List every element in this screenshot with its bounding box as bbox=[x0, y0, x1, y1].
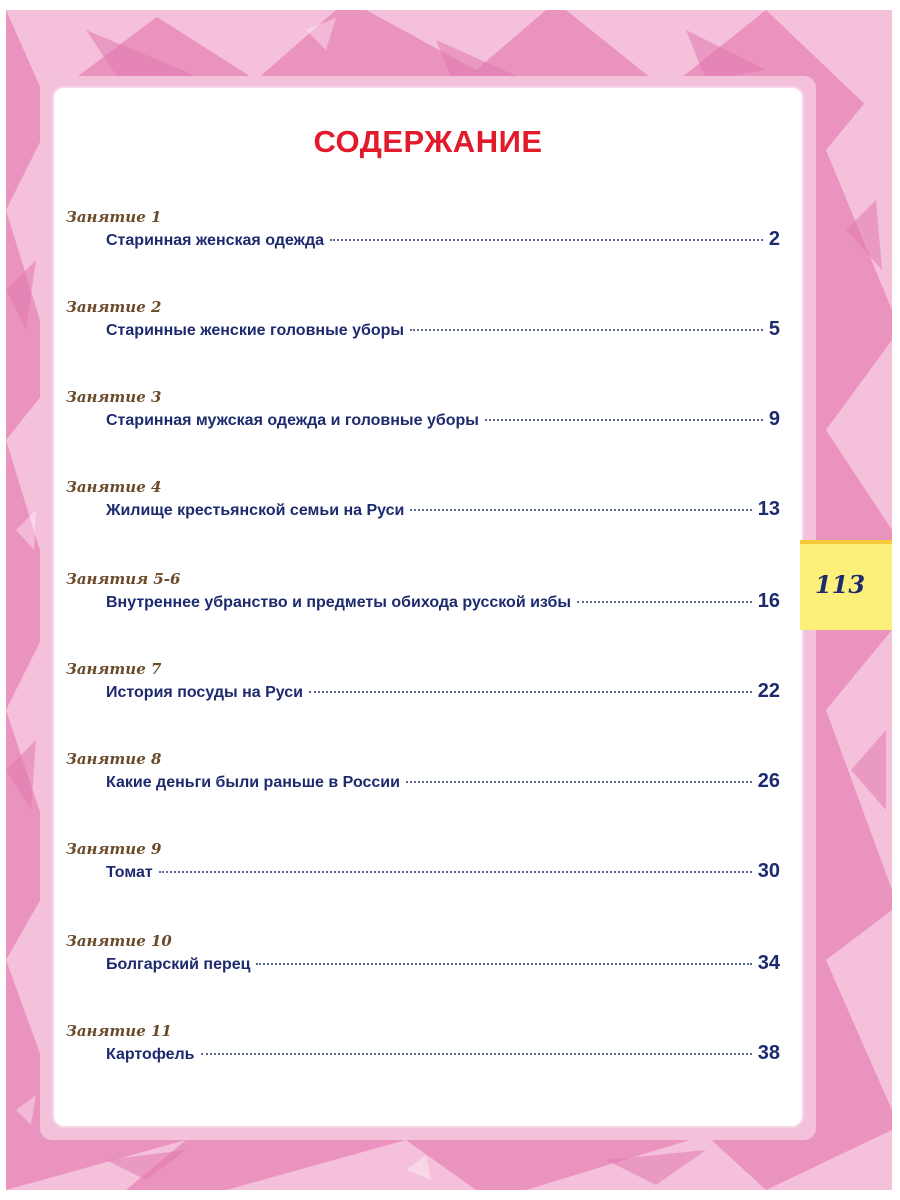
toc-line bbox=[106, 770, 780, 793]
page-number: 113 bbox=[814, 570, 866, 599]
dot-leader bbox=[309, 691, 752, 693]
lesson-label: Занятие 10 bbox=[66, 932, 172, 950]
toc-line bbox=[106, 1042, 780, 1065]
dot-leader bbox=[577, 601, 752, 603]
toc-page-number: 16 bbox=[757, 590, 780, 612]
toc-entry bbox=[0, 932, 900, 992]
lesson-label: Занятие 9 bbox=[66, 840, 162, 858]
toc-entry bbox=[0, 570, 900, 630]
toc-entry bbox=[0, 208, 900, 268]
toc-entry bbox=[0, 660, 900, 720]
dot-leader bbox=[159, 871, 752, 873]
toc-page-number: 9 bbox=[768, 408, 780, 430]
toc-item-title: Старинная женская одежда bbox=[106, 232, 324, 249]
toc-line bbox=[106, 952, 780, 975]
dot-leader bbox=[410, 509, 751, 511]
toc-item-title: Картофель bbox=[106, 1046, 195, 1063]
toc-page-number: 38 bbox=[757, 1042, 780, 1064]
lesson-label: Занятия 5-6 bbox=[66, 570, 181, 588]
toc-page-number: 26 bbox=[757, 770, 780, 792]
toc-page-number: 5 bbox=[768, 318, 780, 340]
dot-leader bbox=[406, 781, 752, 783]
toc-entry bbox=[0, 298, 900, 358]
toc-entry bbox=[0, 1022, 900, 1082]
toc-line bbox=[106, 228, 780, 251]
toc-entry bbox=[0, 750, 900, 810]
dot-leader bbox=[256, 963, 751, 965]
toc-item-title: Какие деньги были раньше в России bbox=[106, 774, 400, 791]
lesson-label: Занятие 1 bbox=[66, 208, 162, 226]
toc-line bbox=[106, 408, 780, 431]
lesson-label: Занятие 2 bbox=[66, 298, 162, 316]
toc-item-title: Старинные женские головные уборы bbox=[106, 322, 405, 339]
toc-page-number: 22 bbox=[757, 680, 780, 702]
toc-entry bbox=[0, 840, 900, 900]
toc-item-title: История посуды на Руси bbox=[106, 684, 303, 701]
lesson-label: Занятие 3 bbox=[66, 388, 162, 406]
lesson-label: Занятие 8 bbox=[66, 750, 162, 768]
toc-line bbox=[106, 680, 780, 703]
toc-page-number: 2 bbox=[768, 228, 780, 250]
toc-item-title: Болгарский перец bbox=[106, 956, 251, 973]
toc-line bbox=[106, 498, 780, 521]
toc-entry bbox=[0, 388, 900, 448]
toc-page-number: 34 bbox=[757, 952, 780, 974]
toc-page-number: 13 bbox=[757, 498, 780, 520]
toc-line bbox=[106, 860, 780, 883]
page-number-tab bbox=[800, 540, 892, 630]
toc-item-title: Томат bbox=[106, 864, 153, 881]
lesson-label: Занятие 4 bbox=[66, 478, 162, 496]
toc-item-title: Старинная мужская одежда и головные уборы bbox=[106, 412, 479, 429]
lesson-label: Занятие 11 bbox=[66, 1022, 172, 1040]
lesson-label: Занятие 7 bbox=[66, 660, 162, 678]
dot-leader bbox=[330, 239, 763, 241]
dot-leader bbox=[201, 1053, 752, 1055]
toc-line bbox=[106, 318, 780, 341]
dot-leader bbox=[410, 329, 763, 331]
toc-item-title: Внутреннее убранство и предметы обихода русской избы bbox=[106, 594, 572, 611]
toc-page-number: 30 bbox=[757, 860, 780, 882]
toc-entry bbox=[0, 478, 900, 538]
page-title: СОДЕРЖАНИЕ bbox=[313, 124, 543, 159]
toc-item-title: Жилище крестьянской семьи на Руси bbox=[106, 502, 405, 519]
dot-leader bbox=[485, 419, 763, 421]
toc-line bbox=[106, 590, 780, 613]
